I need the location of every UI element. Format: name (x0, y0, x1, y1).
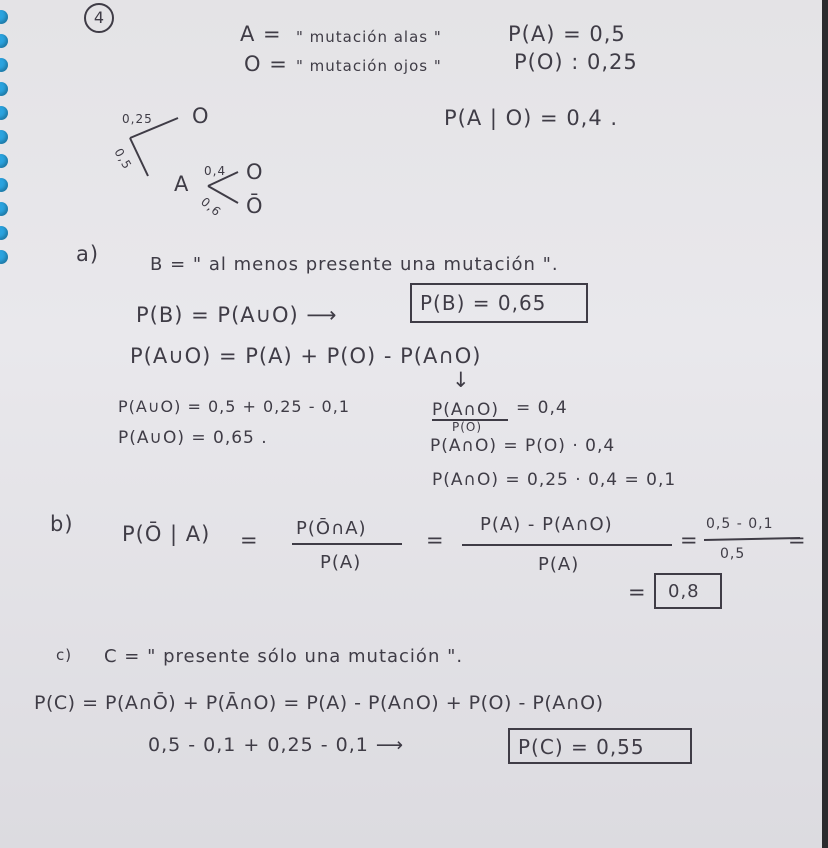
part-b-label: b) (50, 512, 74, 536)
tree-branch1-node: O (246, 160, 264, 184)
conditional-prob: P(A | O) = 0,4 . (444, 106, 619, 130)
tree-branch1-prob: 0,4 (204, 164, 227, 178)
part-a-result-box (410, 283, 588, 323)
part-a-result: P(B) = 0,65 (420, 291, 547, 315)
prob-o: P(O) : 0,25 (514, 50, 638, 74)
part-a-line2: P(A∪O) = P(A) + P(O) - P(A∩O) (130, 344, 482, 368)
part-a-arrow: ↓ (452, 368, 471, 392)
part-c-result: P(C) = 0,55 (518, 735, 645, 759)
part-b-den1: P(A) (320, 552, 362, 573)
part-b-num2: P(A) - P(A∩O) (480, 514, 613, 535)
part-a-line4: P(A∪O) = 0,65 . (118, 428, 268, 448)
part-b-den2: P(A) (538, 554, 580, 575)
problem-number: 4 (84, 3, 114, 33)
tree-top-prob: 0,25 (122, 112, 153, 126)
part-b-num1: P(Ō∩A) (296, 518, 367, 539)
part-b-num3: 0,5 - 0,1 (706, 516, 774, 532)
part-b-den3: 0,5 (720, 546, 746, 562)
part-c-line2: 0,5 - 0,1 + 0,25 - 0,1 ⟶ (148, 734, 405, 756)
part-b-lhs: P(Ō | A) (122, 522, 211, 546)
part-b-eq3: = (680, 528, 699, 552)
part-c-line1: P(C) = P(A∩Ō) + P(Ā∩O) = P(A) - P(A∩O) + P(O) - P(A∩O) (34, 692, 604, 714)
part-a-frac-den: P(O) (452, 420, 483, 434)
def-a-text: " mutación alas " (296, 28, 442, 46)
part-a-frac-eq: = 0,4 (516, 398, 568, 418)
part-a-line1: P(B) = P(A∪O) ⟶ (136, 303, 338, 327)
tree-left-prob: 0,5 (111, 145, 135, 173)
def-o-label: O = (244, 52, 288, 76)
part-b-eq4: = (788, 528, 807, 552)
part-b-eq5: = (628, 580, 647, 604)
def-o-text: " mutación ojos " (296, 57, 442, 75)
tree-branch2-node: Ō (246, 194, 264, 218)
tree-branch2-prob: 0,6 (198, 194, 225, 220)
def-a-label: A = (240, 22, 282, 46)
part-a-line5: P(A∩O) = P(O) · 0,4 (430, 436, 616, 456)
tree-mid-node: A (174, 172, 190, 196)
part-c-C-def: C = " presente sólo una mutación ". (104, 646, 464, 667)
part-a-line6: P(A∩O) = 0,25 · 0,4 = 0,1 (432, 470, 677, 490)
part-a-line3: P(A∪O) = 0,5 + 0,25 - 0,1 (118, 397, 350, 416)
tree-top-node: O (192, 104, 210, 128)
part-a-B-def: B = " al menos presente una mutación ". (150, 254, 559, 275)
part-b-eq2: = (426, 528, 445, 552)
part-c-label: c) (56, 646, 73, 664)
part-b-result: 0,8 (668, 581, 700, 602)
prob-a: P(A) = 0,5 (508, 22, 626, 46)
part-b-eq1: = (240, 528, 259, 552)
part-a-label: a) (76, 242, 100, 266)
part-c-result-box (508, 728, 692, 764)
part-a-frac-num: P(A∩O) (432, 400, 499, 420)
part-b-result-box (654, 573, 722, 609)
